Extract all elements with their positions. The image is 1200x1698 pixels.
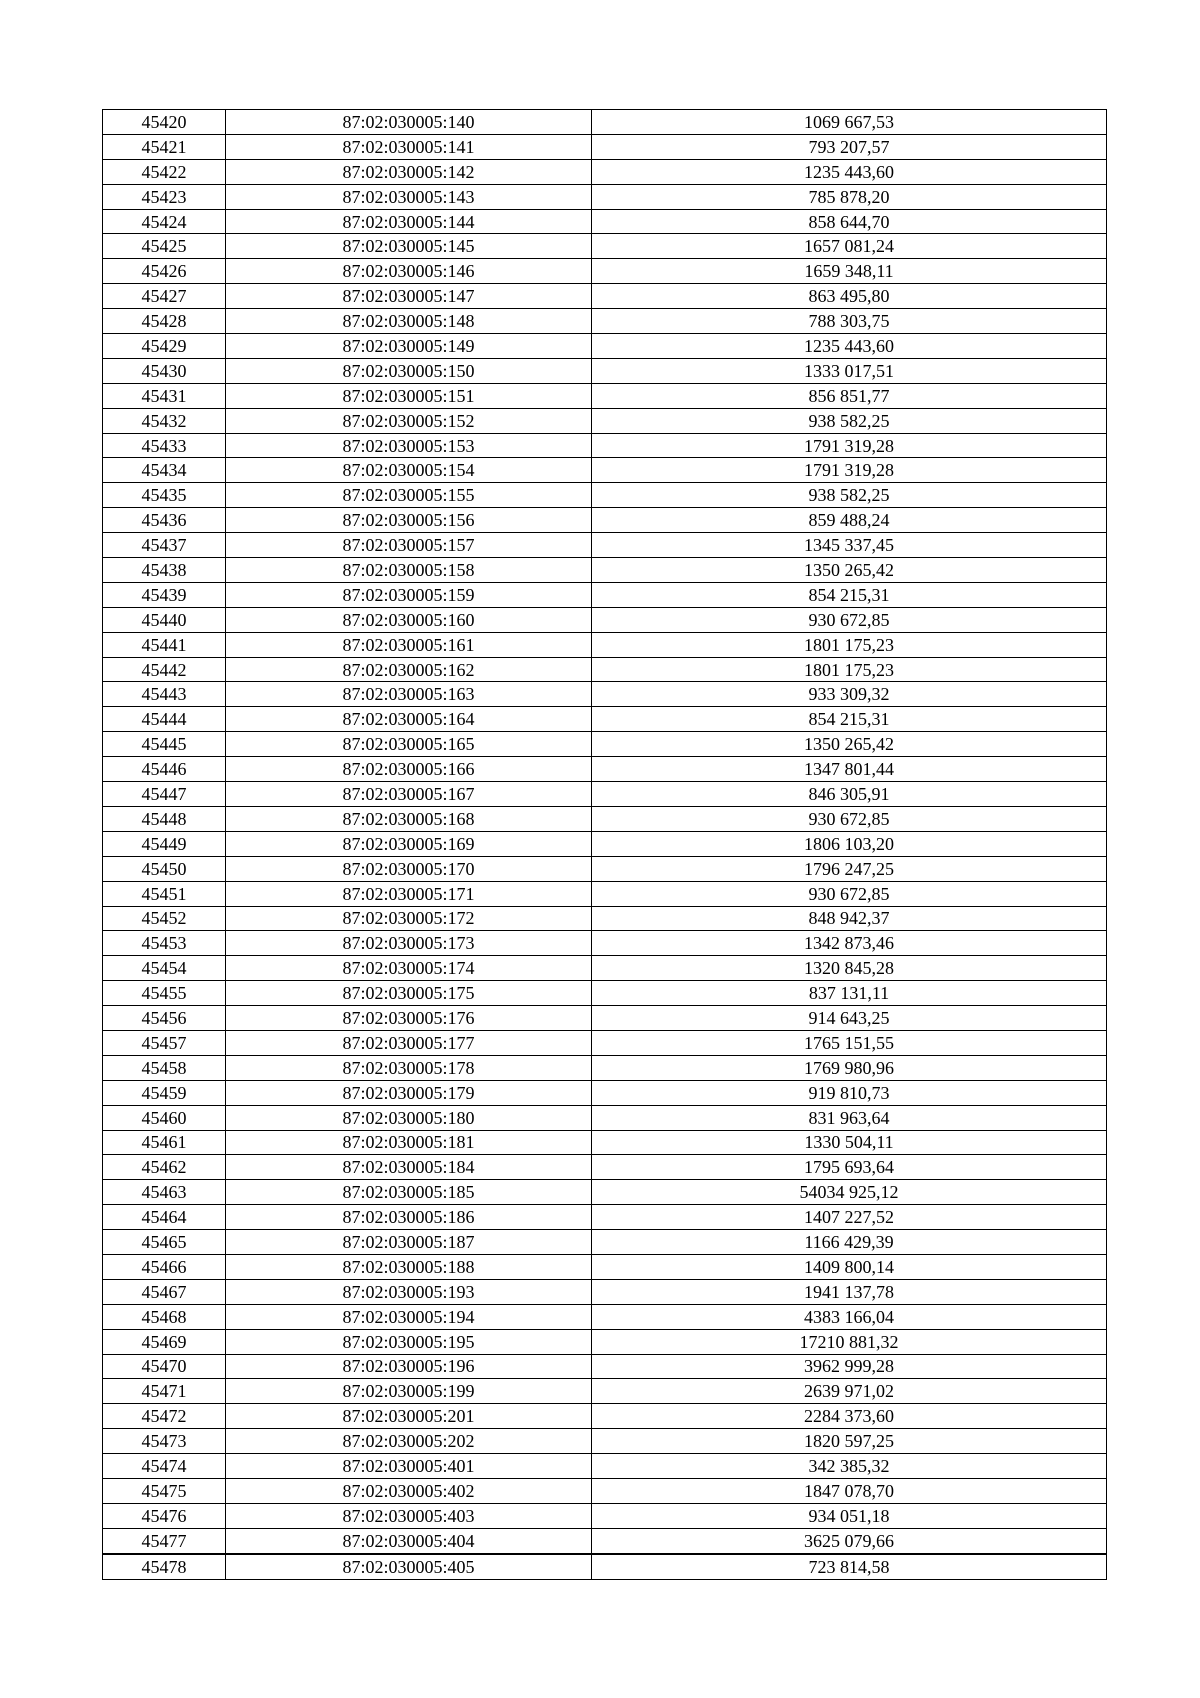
cadastral-number-cell: 87:02:030005:162: [226, 657, 592, 682]
row-number-cell: 45474: [103, 1454, 226, 1479]
cadastral-number-cell: 87:02:030005:142: [226, 159, 592, 184]
cadastral-value-cell: 2639 971,02: [592, 1379, 1107, 1404]
table-row: [103, 1006, 1107, 1031]
row-number-cell: 45426: [103, 259, 226, 284]
table-row: [103, 732, 1107, 757]
table-row: [103, 856, 1107, 881]
cadastral-value-cell: 342 385,32: [592, 1454, 1107, 1479]
table-row: [103, 1503, 1107, 1528]
cadastral-number-cell: 87:02:030005:185: [226, 1180, 592, 1205]
cadastral-value-cell: 930 672,85: [592, 881, 1107, 906]
table-row: [103, 632, 1107, 657]
cadastral-number-cell: 87:02:030005:165: [226, 732, 592, 757]
row-number-cell: 45420: [103, 110, 226, 135]
cadastral-number-cell: 87:02:030005:145: [226, 234, 592, 259]
row-number-cell: 45451: [103, 881, 226, 906]
cadastral-value-cell: 914 643,25: [592, 1006, 1107, 1031]
cadastral-value-cell: 1791 319,28: [592, 433, 1107, 458]
table-row: [103, 383, 1107, 408]
cadastral-value-cell: 1350 265,42: [592, 732, 1107, 757]
cadastral-number-cell: 87:02:030005:152: [226, 408, 592, 433]
cadastral-number-cell: 87:02:030005:404: [226, 1528, 592, 1553]
table-row: [103, 408, 1107, 433]
table-row: [103, 1454, 1107, 1479]
cadastral-number-cell: 87:02:030005:141: [226, 134, 592, 159]
cadastral-value-cell: 1333 017,51: [592, 358, 1107, 383]
cadastral-number-cell: 87:02:030005:154: [226, 458, 592, 483]
cadastral-number-cell: 87:02:030005:180: [226, 1105, 592, 1130]
cadastral-value-cell: 4383 166,04: [592, 1304, 1107, 1329]
cadastral-number-cell: 87:02:030005:401: [226, 1454, 592, 1479]
cadastral-number-cell: 87:02:030005:148: [226, 309, 592, 334]
row-number-cell: 45439: [103, 582, 226, 607]
table-row: [103, 1105, 1107, 1130]
row-number-cell: 45465: [103, 1230, 226, 1255]
row-number-cell: 45457: [103, 1030, 226, 1055]
row-number-cell: 45443: [103, 682, 226, 707]
cadastral-value-cell: 788 303,75: [592, 309, 1107, 334]
table-row: [103, 607, 1107, 632]
row-number-cell: 45427: [103, 284, 226, 309]
row-number-cell: 45477: [103, 1528, 226, 1553]
cadastral-number-cell: 87:02:030005:167: [226, 782, 592, 807]
table-row: [103, 284, 1107, 309]
row-number-cell: 45453: [103, 931, 226, 956]
cadastral-number-cell: 87:02:030005:181: [226, 1130, 592, 1155]
cadastral-number-cell: 87:02:030005:156: [226, 508, 592, 533]
cadastral-number-cell: 87:02:030005:159: [226, 582, 592, 607]
table-row: [103, 1254, 1107, 1279]
cadastral-value-cell: 919 810,73: [592, 1080, 1107, 1105]
row-number-cell: 45454: [103, 956, 226, 981]
row-number-cell: 45472: [103, 1404, 226, 1429]
cadastral-number-cell: 87:02:030005:195: [226, 1329, 592, 1354]
cadastral-number-cell: 87:02:030005:172: [226, 906, 592, 931]
cadastral-value-cell: 938 582,25: [592, 408, 1107, 433]
cadastral-number-cell: 87:02:030005:161: [226, 632, 592, 657]
cadastral-value-cell: 54034 925,12: [592, 1180, 1107, 1205]
cadastral-number-cell: 87:02:030005:186: [226, 1205, 592, 1230]
table-row: [103, 259, 1107, 284]
table-row: [103, 582, 1107, 607]
row-number-cell: 45441: [103, 632, 226, 657]
table-row: [103, 1528, 1107, 1553]
row-number-cell: 45437: [103, 533, 226, 558]
cadastral-number-cell: 87:02:030005:140: [226, 110, 592, 135]
cadastral-value-cell: 858 644,70: [592, 209, 1107, 234]
cadastral-value-cell: 934 051,18: [592, 1503, 1107, 1528]
table-row: [103, 558, 1107, 583]
table-row: [103, 1030, 1107, 1055]
table-row: [103, 159, 1107, 184]
row-number-cell: 45462: [103, 1155, 226, 1180]
cadastral-value-cell: 831 963,64: [592, 1105, 1107, 1130]
row-number-cell: 45469: [103, 1329, 226, 1354]
cadastral-value-cell: 1795 693,64: [592, 1155, 1107, 1180]
cadastral-value-cell: 854 215,31: [592, 707, 1107, 732]
table-row: [103, 184, 1107, 209]
table-row: [103, 1080, 1107, 1105]
row-number-cell: 45459: [103, 1080, 226, 1105]
cadastral-number-cell: 87:02:030005:157: [226, 533, 592, 558]
row-number-cell: 45425: [103, 234, 226, 259]
cadastral-value-cell: 863 495,80: [592, 284, 1107, 309]
cadastral-number-cell: 87:02:030005:143: [226, 184, 592, 209]
row-number-cell: 45456: [103, 1006, 226, 1031]
row-number-cell: 45450: [103, 856, 226, 881]
table-row: [103, 358, 1107, 383]
cadastral-number-cell: 87:02:030005:160: [226, 607, 592, 632]
cadastral-value-cell: 1409 800,14: [592, 1254, 1107, 1279]
cadastral-value-cell: 1801 175,23: [592, 657, 1107, 682]
cadastral-number-cell: 87:02:030005:155: [226, 483, 592, 508]
row-number-cell: 45431: [103, 383, 226, 408]
cadastral-number-cell: 87:02:030005:173: [226, 931, 592, 956]
table-row: [103, 757, 1107, 782]
cadastral-value-table: [102, 109, 1107, 1580]
cadastral-value-cell: 1166 429,39: [592, 1230, 1107, 1255]
cadastral-number-cell: 87:02:030005:199: [226, 1379, 592, 1404]
row-number-cell: 45466: [103, 1254, 226, 1279]
cadastral-value-cell: 723 814,58: [592, 1554, 1107, 1579]
row-number-cell: 45470: [103, 1354, 226, 1379]
cadastral-value-cell: 1791 319,28: [592, 458, 1107, 483]
cadastral-number-cell: 87:02:030005:153: [226, 433, 592, 458]
cadastral-value-cell: 1941 137,78: [592, 1279, 1107, 1304]
row-number-cell: 45463: [103, 1180, 226, 1205]
cadastral-value-cell: 1342 873,46: [592, 931, 1107, 956]
cadastral-number-cell: 87:02:030005:196: [226, 1354, 592, 1379]
table-row: [103, 1379, 1107, 1404]
row-number-cell: 45430: [103, 358, 226, 383]
cadastral-value-cell: 1347 801,44: [592, 757, 1107, 782]
cadastral-number-cell: 87:02:030005:184: [226, 1155, 592, 1180]
cadastral-value-cell: 846 305,91: [592, 782, 1107, 807]
cadastral-value-cell: 933 309,32: [592, 682, 1107, 707]
table-row: [103, 1429, 1107, 1454]
table-row: [103, 533, 1107, 558]
table-row: [103, 682, 1107, 707]
row-number-cell: 45478: [103, 1554, 226, 1579]
table-row: [103, 831, 1107, 856]
table-row: [103, 1554, 1107, 1579]
cadastral-value-cell: 1820 597,25: [592, 1429, 1107, 1454]
cadastral-number-cell: 87:02:030005:174: [226, 956, 592, 981]
table-row: [103, 806, 1107, 831]
cadastral-number-cell: 87:02:030005:151: [226, 383, 592, 408]
cadastral-value-cell: 1345 337,45: [592, 533, 1107, 558]
table-row: [103, 1130, 1107, 1155]
table-row: [103, 981, 1107, 1006]
table-row: [103, 309, 1107, 334]
cadastral-number-cell: 87:02:030005:166: [226, 757, 592, 782]
table-row: [103, 1155, 1107, 1180]
row-number-cell: 45476: [103, 1503, 226, 1528]
row-number-cell: 45429: [103, 334, 226, 359]
cadastral-number-cell: 87:02:030005:201: [226, 1404, 592, 1429]
cadastral-number-cell: 87:02:030005:171: [226, 881, 592, 906]
cadastral-number-cell: 87:02:030005:158: [226, 558, 592, 583]
table-row: [103, 931, 1107, 956]
cadastral-number-cell: 87:02:030005:179: [226, 1080, 592, 1105]
cadastral-value-cell: 1657 081,24: [592, 234, 1107, 259]
cadastral-value-cell: 930 672,85: [592, 607, 1107, 632]
table-row: [103, 906, 1107, 931]
cadastral-number-cell: 87:02:030005:193: [226, 1279, 592, 1304]
row-number-cell: 45424: [103, 209, 226, 234]
row-number-cell: 45448: [103, 806, 226, 831]
row-number-cell: 45464: [103, 1205, 226, 1230]
table-row: [103, 1279, 1107, 1304]
cadastral-number-cell: 87:02:030005:170: [226, 856, 592, 881]
cadastral-value-cell: 1320 845,28: [592, 956, 1107, 981]
cadastral-number-cell: 87:02:030005:147: [226, 284, 592, 309]
cadastral-value-cell: 1806 103,20: [592, 831, 1107, 856]
cadastral-value-cell: 1765 151,55: [592, 1030, 1107, 1055]
row-number-cell: 45473: [103, 1429, 226, 1454]
table-row: [103, 1230, 1107, 1255]
table-row: [103, 458, 1107, 483]
table-row: [103, 1329, 1107, 1354]
cadastral-number-cell: 87:02:030005:188: [226, 1254, 592, 1279]
table-row: [103, 110, 1107, 135]
cadastral-number-cell: 87:02:030005:187: [226, 1230, 592, 1255]
cadastral-value-cell: 1350 265,42: [592, 558, 1107, 583]
cadastral-value-cell: 1801 175,23: [592, 632, 1107, 657]
table-row: [103, 1304, 1107, 1329]
cadastral-number-cell: 87:02:030005:175: [226, 981, 592, 1006]
cadastral-value-cell: 17210 881,32: [592, 1329, 1107, 1354]
row-number-cell: 45422: [103, 159, 226, 184]
row-number-cell: 45446: [103, 757, 226, 782]
row-number-cell: 45458: [103, 1055, 226, 1080]
row-number-cell: 45436: [103, 508, 226, 533]
cadastral-value-cell: 1069 667,53: [592, 110, 1107, 135]
row-number-cell: 45440: [103, 607, 226, 632]
row-number-cell: 45428: [103, 309, 226, 334]
table-row: [103, 234, 1107, 259]
row-number-cell: 45449: [103, 831, 226, 856]
cadastral-number-cell: 87:02:030005:403: [226, 1503, 592, 1528]
cadastral-number-cell: 87:02:030005:163: [226, 682, 592, 707]
cadastral-number-cell: 87:02:030005:149: [226, 334, 592, 359]
row-number-cell: 45467: [103, 1279, 226, 1304]
cadastral-number-cell: 87:02:030005:164: [226, 707, 592, 732]
cadastral-value-cell: 793 207,57: [592, 134, 1107, 159]
table-row: [103, 334, 1107, 359]
cadastral-value-cell: 2284 373,60: [592, 1404, 1107, 1429]
table-row: [103, 483, 1107, 508]
cadastral-number-cell: 87:02:030005:150: [226, 358, 592, 383]
cadastral-value-cell: 3962 999,28: [592, 1354, 1107, 1379]
cadastral-value-cell: 1796 247,25: [592, 856, 1107, 881]
table-row: [103, 1404, 1107, 1429]
cadastral-value-cell: 856 851,77: [592, 383, 1107, 408]
cadastral-number-cell: 87:02:030005:146: [226, 259, 592, 284]
table-row: [103, 433, 1107, 458]
cadastral-value-cell: 1235 443,60: [592, 334, 1107, 359]
table-row: [103, 1180, 1107, 1205]
cadastral-value-cell: 854 215,31: [592, 582, 1107, 607]
row-number-cell: 45460: [103, 1105, 226, 1130]
cadastral-number-cell: 87:02:030005:176: [226, 1006, 592, 1031]
cadastral-number-cell: 87:02:030005:169: [226, 831, 592, 856]
cadastral-value-cell: 1407 227,52: [592, 1205, 1107, 1230]
table-row: [103, 1205, 1107, 1230]
cadastral-number-cell: 87:02:030005:178: [226, 1055, 592, 1080]
table-row: [103, 209, 1107, 234]
cadastral-number-cell: 87:02:030005:168: [226, 806, 592, 831]
cadastral-value-cell: 837 131,11: [592, 981, 1107, 1006]
row-number-cell: 45438: [103, 558, 226, 583]
table-body: [103, 110, 1107, 1580]
cadastral-number-cell: 87:02:030005:402: [226, 1478, 592, 1503]
row-number-cell: 45444: [103, 707, 226, 732]
cadastral-value-cell: 930 672,85: [592, 806, 1107, 831]
cadastral-value-cell: 1769 980,96: [592, 1055, 1107, 1080]
table-row: [103, 657, 1107, 682]
row-number-cell: 45461: [103, 1130, 226, 1155]
row-number-cell: 45447: [103, 782, 226, 807]
table-row: [103, 956, 1107, 981]
table-row: [103, 508, 1107, 533]
cadastral-value-cell: 1847 078,70: [592, 1478, 1107, 1503]
row-number-cell: 45455: [103, 981, 226, 1006]
cadastral-value-cell: 1235 443,60: [592, 159, 1107, 184]
cadastral-number-cell: 87:02:030005:405: [226, 1554, 592, 1579]
row-number-cell: 45445: [103, 732, 226, 757]
cadastral-value-cell: 785 878,20: [592, 184, 1107, 209]
table-row: [103, 134, 1107, 159]
cadastral-value-cell: 938 582,25: [592, 483, 1107, 508]
table-row: [103, 782, 1107, 807]
cadastral-value-cell: 1659 348,11: [592, 259, 1107, 284]
table-row: [103, 1354, 1107, 1379]
cadastral-value-cell: 859 488,24: [592, 508, 1107, 533]
table-row: [103, 1478, 1107, 1503]
table-row: [103, 707, 1107, 732]
cadastral-number-cell: 87:02:030005:177: [226, 1030, 592, 1055]
row-number-cell: 45452: [103, 906, 226, 931]
cadastral-number-cell: 87:02:030005:202: [226, 1429, 592, 1454]
row-number-cell: 45421: [103, 134, 226, 159]
row-number-cell: 45432: [103, 408, 226, 433]
row-number-cell: 45475: [103, 1478, 226, 1503]
cadastral-value-cell: 3625 079,66: [592, 1528, 1107, 1553]
row-number-cell: 45423: [103, 184, 226, 209]
row-number-cell: 45435: [103, 483, 226, 508]
table-row: [103, 881, 1107, 906]
cadastral-value-cell: 848 942,37: [592, 906, 1107, 931]
row-number-cell: 45442: [103, 657, 226, 682]
cadastral-number-cell: 87:02:030005:194: [226, 1304, 592, 1329]
cadastral-value-cell: 1330 504,11: [592, 1130, 1107, 1155]
row-number-cell: 45468: [103, 1304, 226, 1329]
row-number-cell: 45434: [103, 458, 226, 483]
row-number-cell: 45433: [103, 433, 226, 458]
cadastral-number-cell: 87:02:030005:144: [226, 209, 592, 234]
table-row: [103, 1055, 1107, 1080]
row-number-cell: 45471: [103, 1379, 226, 1404]
